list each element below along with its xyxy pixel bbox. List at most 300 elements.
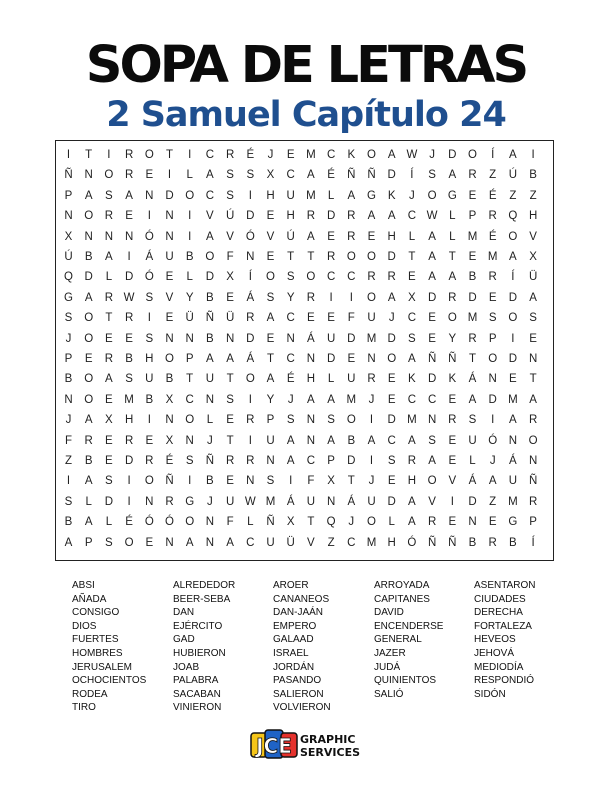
grid-letter: R (367, 271, 376, 284)
grid-letter: A (347, 189, 356, 202)
grid-letter: Ñ (427, 536, 437, 549)
grid-letter: Y (185, 291, 194, 304)
grid-letter: S (286, 414, 295, 427)
grid-letter: T (226, 373, 234, 386)
grid-letter: A (509, 251, 517, 263)
grid-letter: O (367, 291, 376, 304)
grid-letter: Ü (185, 312, 194, 325)
grid-letter: J (207, 495, 213, 508)
grid-letter: R (225, 149, 235, 161)
word-list-item: DAN (173, 607, 195, 619)
grid-letter: E (347, 353, 356, 365)
grid-letter: N (246, 475, 255, 488)
grid-letter: M (508, 495, 518, 508)
word-list-item: ABSI (72, 580, 95, 591)
grid-letter: A (408, 495, 416, 508)
grid-letter: S (105, 189, 113, 202)
grid-letter: I (248, 434, 252, 447)
grid-letter: Ñ (64, 169, 73, 182)
grid-letter: L (186, 271, 193, 284)
grid-letter: E (105, 455, 113, 467)
grid-letter: P (266, 414, 275, 427)
grid-letter: N (165, 332, 174, 345)
grid-letter: E (226, 414, 234, 427)
grid-letter: N (367, 353, 376, 365)
word-list-item: ASENTARON (474, 580, 536, 591)
grid-letter: C (246, 536, 255, 549)
grid-letter: E (286, 149, 295, 161)
word-list-item: HOMBRES (72, 647, 123, 659)
grid-letter: O (185, 414, 195, 427)
grid-letter: K (408, 373, 416, 386)
grid-letter: R (104, 291, 114, 304)
grid-letter: A (286, 434, 295, 447)
grid-letter: N (84, 169, 93, 182)
grid-letter: E (226, 475, 234, 488)
word-list-item: SALIERON (273, 688, 324, 700)
grid-letter: Q (508, 210, 518, 223)
grid-letter: R (104, 353, 114, 365)
grid-letter: B (145, 393, 154, 406)
grid-letter: X (165, 393, 174, 406)
grid-letter: C (407, 210, 417, 223)
grid-letter: A (266, 312, 275, 325)
grid-letter: S (125, 373, 133, 386)
word-list-item: JERUSALEM (72, 661, 133, 673)
grid-letter: P (185, 353, 194, 365)
grid-letter: I (66, 475, 71, 488)
grid-letter: E (488, 516, 497, 529)
grid-letter: Ó (144, 230, 154, 243)
grid-letter: A (307, 169, 315, 182)
grid-letter: N (124, 230, 134, 243)
grid-letter: C (286, 169, 295, 182)
grid-letter: G (185, 495, 195, 508)
grid-letter: H (306, 373, 316, 386)
word-column (173, 579, 273, 715)
grid-letter: E (327, 312, 335, 325)
grid-letter: P (64, 189, 73, 202)
grid-letter: C (185, 393, 194, 406)
grid-letter: N (266, 455, 275, 467)
grid-letter: U (266, 434, 275, 447)
grid-letter: R (306, 210, 316, 223)
grid-letter: I (188, 149, 192, 161)
grid-letter: Ñ (448, 536, 457, 549)
grid-letter: M (487, 251, 498, 263)
grid-letter: D (246, 332, 255, 345)
grid-letter: D (448, 149, 457, 161)
grid-letter: M (508, 393, 518, 406)
grid-letter: X (266, 169, 275, 182)
grid-letter: U (145, 373, 154, 386)
grid-letter: J (489, 455, 496, 467)
word-list-item: DIOS (72, 620, 97, 632)
grid-letter: J (409, 189, 415, 202)
grid-letter: E (105, 393, 113, 406)
grid-letter: O (144, 149, 154, 161)
grid-letter: O (84, 210, 94, 223)
grid-letter: O (245, 373, 255, 386)
grid-letter: E (448, 434, 457, 447)
grid-letter: E (165, 271, 174, 284)
grid-letter: É (246, 149, 255, 161)
grid-letter: E (145, 169, 154, 182)
jce-graphic-services-logo (250, 727, 362, 761)
grid-letter: R (488, 536, 497, 549)
grid-letter: S (428, 169, 436, 182)
grid-letter: E (367, 230, 376, 243)
grid-letter: Ó (407, 536, 417, 549)
grid-letter: N (104, 230, 114, 243)
grid-letter: A (84, 189, 93, 202)
grid-letter: O (84, 393, 94, 406)
grid-letter: N (145, 495, 154, 508)
grid-letter: A (428, 230, 436, 243)
grid-letter: H (286, 210, 295, 223)
word-column (273, 579, 373, 715)
grid-letter: V (266, 230, 275, 243)
grid-letter: I (248, 393, 252, 406)
grid-letter: J (429, 149, 435, 161)
grid-letter: J (368, 475, 375, 488)
grid-letter: H (407, 475, 417, 488)
grid-letter: R (246, 414, 255, 427)
grid-letter: Ñ (266, 516, 275, 529)
grid-letter: O (528, 434, 538, 447)
grid-letter: O (266, 271, 275, 284)
grid-letter: N (468, 516, 477, 529)
grid-letter: T (226, 434, 234, 447)
grid-letter: O (205, 251, 215, 263)
grid-letter: L (85, 495, 92, 508)
grid-letter: M (306, 189, 316, 202)
grid-letter: E (387, 373, 396, 386)
grid-letter: E (488, 291, 497, 304)
grid-letter: Ú (508, 169, 518, 182)
grid-letter: N (488, 373, 497, 386)
grid-letter: X (105, 414, 113, 427)
grid-letter: U (225, 495, 235, 508)
logo-line-2: SERVICES (300, 746, 361, 759)
grid-letter: D (165, 189, 174, 202)
grid-letter: T (448, 251, 456, 263)
grid-letter: D (387, 169, 396, 182)
grid-letter: A (468, 393, 477, 406)
grid-letter: S (145, 332, 154, 345)
word-list-item: DERECHA (474, 607, 523, 619)
grid-letter: V (448, 475, 457, 488)
grid-letter: T (347, 475, 355, 488)
word-list-item: AROER (273, 580, 309, 591)
grid-letter: O (367, 149, 376, 161)
grid-letter: I (127, 495, 131, 508)
grid-letter: Ñ (205, 312, 215, 325)
grid-letter: A (266, 373, 275, 386)
grid-letter: Ñ (448, 353, 457, 365)
grid-letter: N (306, 434, 316, 447)
grid-letter: B (468, 536, 477, 549)
letter-grid (55, 140, 554, 561)
grid-letter: O (367, 251, 376, 263)
grid-letter: A (105, 373, 113, 386)
grid-letter: A (84, 291, 93, 304)
grid-letter: J (65, 414, 72, 427)
grid-letter: O (185, 189, 195, 202)
word-list-item: AÑADA (72, 593, 107, 605)
grid-letter: R (347, 210, 356, 223)
word-list-item: SIDÓN (474, 688, 506, 700)
word-list-item: CIUDADES (474, 593, 526, 605)
grid-letter: M (306, 149, 316, 161)
grid-letter: C (205, 189, 215, 202)
grid-letter: I (127, 475, 131, 488)
grid-letter: A (448, 271, 457, 284)
grid-letter: C (347, 536, 356, 549)
grid-letter: B (509, 536, 517, 549)
grid-letter: O (124, 536, 134, 549)
grid-letter: A (105, 251, 113, 263)
grid-letter: O (84, 373, 94, 386)
word-list-item: CAPITANES (374, 593, 430, 605)
grid-letter: E (266, 251, 275, 263)
grid-letter: Á (509, 455, 517, 467)
grid-letter: L (105, 271, 113, 284)
word-list-item: OCHOCIENTOS (72, 675, 147, 687)
word-list-item: DAN-JAÁN (273, 607, 324, 619)
grid-letter: D (205, 271, 215, 284)
grid-letter: U (367, 495, 376, 508)
grid-letter: S (145, 291, 154, 304)
grid-letter: U (286, 189, 295, 202)
grid-letter: U (205, 373, 215, 386)
grid-letter: W (406, 149, 418, 161)
grid-letter: B (64, 516, 73, 529)
grid-letter: O (508, 230, 518, 243)
grid-letter: I (349, 291, 353, 304)
grid-letter: A (64, 536, 73, 549)
grid-letter: D (246, 210, 255, 223)
grid-letter: O (346, 251, 356, 263)
grid-letter: N (185, 434, 194, 447)
grid-letter: A (84, 414, 93, 427)
grid-letter: D (84, 271, 93, 284)
grid-letter: R (367, 373, 376, 386)
grid-letter: A (387, 291, 396, 304)
word-list-item: GALAAD (273, 634, 314, 646)
word-list-item: JAZER (374, 647, 406, 659)
grid-letter: S (105, 536, 113, 549)
grid-letter: D (508, 353, 518, 365)
grid-letter: O (144, 475, 154, 488)
grid-letter: Í (248, 271, 252, 284)
grid-letter: Ñ (165, 475, 174, 488)
grid-letter: F (64, 434, 73, 447)
word-list-item: RESPONDIÓ (474, 675, 535, 687)
grid-letter: E (387, 475, 396, 488)
grid-letter: Ú (64, 251, 73, 263)
grid-letter: I (107, 149, 111, 161)
grid-letter: F (307, 475, 315, 488)
grid-letter: X (165, 434, 174, 447)
grid-letter: A (428, 251, 436, 263)
grid-letter: Ñ (367, 169, 376, 182)
word-list-item: BEER-SEBA (173, 593, 231, 605)
grid-letter: A (408, 516, 416, 529)
grid-letter: N (64, 210, 73, 223)
word-column (72, 579, 172, 715)
grid-letter: E (307, 312, 315, 325)
grid-letter: A (367, 434, 376, 447)
grid-letter: O (346, 414, 356, 427)
grid-letter: V (226, 230, 234, 243)
grid-letter: R (528, 495, 538, 508)
grid-letter: B (64, 373, 73, 386)
grid-letter: D (387, 414, 396, 427)
word-list-item: CONSIGO (72, 607, 120, 619)
grid-letter: I (369, 455, 374, 467)
grid-letter: G (64, 291, 73, 304)
grid-letter: D (387, 251, 396, 263)
grid-letter: T (307, 516, 315, 529)
grid-letter: A (125, 189, 133, 202)
grid-letter: D (124, 455, 134, 467)
grid-letter: I (531, 149, 535, 161)
grid-letter: N (326, 495, 336, 508)
grid-letter: N (64, 393, 73, 406)
grid-letter: E (448, 455, 457, 467)
grid-letter: R (246, 312, 255, 325)
grid-letter: M (366, 536, 377, 549)
grid-letter: K (387, 189, 396, 202)
word-list-item: QUINIENTOS (374, 675, 437, 687)
grid-letter: Á (145, 251, 154, 263)
grid-letter: I (450, 495, 454, 508)
grid-letter: S (226, 169, 234, 182)
grid-letter: H (124, 414, 134, 427)
grid-letter: H (266, 189, 275, 202)
grid-letter: W (123, 291, 135, 304)
grid-letter: D (326, 210, 336, 223)
grid-letter: V (529, 230, 537, 243)
grid-letter: D (468, 291, 477, 304)
grid-letter: E (266, 332, 275, 345)
word-list-item: EJÉRCITO (173, 620, 223, 632)
grid-letter: P (84, 536, 93, 549)
grid-letter: M (407, 414, 417, 427)
word-list-item: VOLVIERON (273, 702, 331, 714)
grid-letter: R (145, 455, 154, 467)
grid-letter: A (428, 271, 436, 284)
grid-letter: R (124, 149, 134, 161)
word-list-item: HEVEOS (474, 634, 516, 646)
grid-letter: J (267, 149, 274, 161)
grid-letter: I (167, 169, 172, 182)
grid-letter: Z (489, 169, 497, 182)
grid-letter: X (327, 475, 335, 488)
word-list-item: JOAB (173, 661, 200, 673)
grid-letter: C (407, 393, 417, 406)
grid-letter: Q (64, 271, 73, 284)
grid-letter: C (407, 312, 417, 325)
grid-letter: B (206, 332, 214, 345)
grid-letter: Í (410, 169, 414, 182)
grid-letter: Ó (165, 516, 174, 529)
grid-letter: Ó (144, 271, 154, 284)
grid-letter: A (529, 291, 537, 304)
grid-letter: N (205, 536, 215, 549)
grid-letter: S (327, 414, 335, 427)
grid-letter: S (387, 455, 396, 467)
grid-letter: D (326, 353, 336, 365)
word-list-item: ALREDEDOR (173, 580, 236, 591)
grid-letter: L (186, 169, 193, 182)
grid-letter: P (529, 516, 537, 529)
grid-letter: L (469, 455, 476, 467)
grid-letter: E (448, 393, 457, 406)
grid-letter: O (84, 332, 94, 345)
grid-letter: H (387, 230, 396, 243)
grid-letter: R (448, 414, 457, 427)
grid-letter: D (124, 271, 134, 284)
grid-letter: N (205, 393, 215, 406)
word-list-item: DAVID (374, 607, 404, 619)
grid-letter: D (427, 373, 437, 386)
grid-letter: Á (246, 291, 255, 304)
grid-letter: C (205, 149, 215, 161)
grid-letter: I (127, 251, 131, 263)
grid-letter: U (266, 536, 275, 549)
grid-letter: T (165, 149, 174, 161)
grid-letter: A (226, 536, 234, 549)
grid-letter: S (428, 434, 436, 447)
grid-letter: F (347, 312, 355, 325)
grid-letter: N (508, 434, 518, 447)
grid-letter: L (449, 210, 456, 223)
grid-letter: V (165, 291, 174, 304)
grid-letter: A (408, 434, 416, 447)
grid-letter: E (468, 189, 477, 202)
grid-letter: C (286, 353, 295, 365)
word-list-item: JORDÁN (273, 661, 315, 673)
grid-letter: E (327, 230, 335, 243)
grid-letter: W (426, 210, 438, 223)
grid-letter: O (165, 353, 174, 365)
grid-letter: S (226, 189, 234, 202)
grid-letter: I (147, 312, 151, 325)
grid-letter: C (286, 312, 295, 325)
word-list-item: FUERTES (72, 634, 119, 646)
grid-letter: E (468, 251, 477, 263)
grid-letter: L (327, 373, 335, 386)
grid-letter: L (206, 414, 214, 427)
grid-letter: A (529, 393, 537, 406)
grid-letter: O (104, 169, 114, 182)
grid-letter: É (165, 455, 174, 467)
grid-letter: R (407, 455, 417, 467)
grid-letter: U (468, 434, 477, 447)
grid-letter: I (329, 291, 333, 304)
grid-letter: B (84, 455, 93, 467)
grid-letter: É (125, 516, 133, 529)
word-list-item: ENCENDERSE (374, 620, 444, 632)
word-list-item: EMPERO (273, 620, 317, 632)
grid-letter: N (165, 210, 174, 223)
grid-letter: M (265, 495, 276, 508)
grid-letter: R (488, 210, 497, 223)
grid-letter: I (66, 149, 71, 161)
grid-letter: K (347, 149, 356, 161)
